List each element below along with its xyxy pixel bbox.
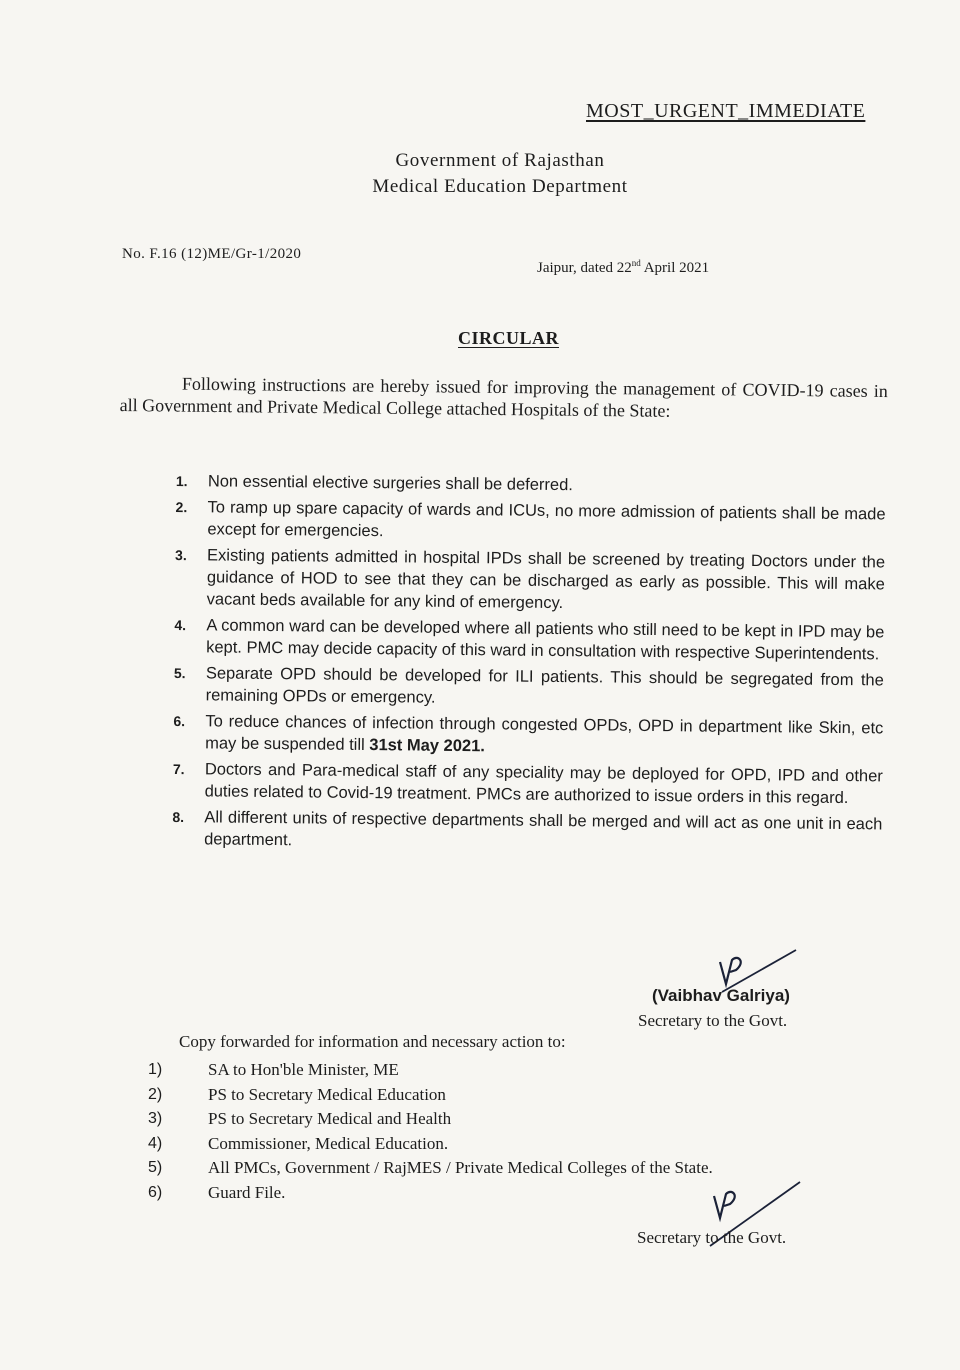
instruction-item (172, 806, 882, 857)
instruction-item (174, 662, 884, 713)
item-text-wrap (205, 710, 883, 761)
recipient-item (148, 1083, 713, 1108)
item-number: 7. (172, 760, 185, 778)
instruction-list (172, 470, 886, 861)
item-text: Non essential elective surgeries shall be deferred. (207, 472, 573, 495)
item-number: 2. (175, 498, 188, 516)
recipient-list (148, 1058, 713, 1205)
recipient-text: SA to Hon'ble Minister, ME (208, 1060, 399, 1079)
recipient-text: Guard File. (208, 1182, 286, 1202)
item-number: 6. (173, 712, 186, 730)
instruction-item (175, 544, 886, 617)
item-text: To ramp up spare capacity of wards and ICUs, no more admission of patients shall be made except for emergencies. (207, 498, 886, 541)
item-number: 4. (174, 616, 187, 634)
date-line (537, 258, 709, 277)
recipient-item (148, 1058, 713, 1083)
recipient-number: 5) (148, 1159, 163, 1176)
recipient-item (148, 1132, 713, 1157)
copy-forwarded-intro: Copy forwarded for information and necessary action to: (179, 1032, 566, 1051)
item-text: To reduce chances of infection through congested OPDs, OPD in department like Skin, etc may be suspended till (205, 712, 884, 755)
recipient-text: Commissioner, Medical Education. (208, 1133, 449, 1153)
department-name: Medical Education Department (372, 176, 628, 197)
item-number: 1. (175, 472, 188, 490)
item-number: 3. (175, 546, 187, 564)
instruction-item (176, 470, 886, 499)
signatory-title: Secretary to the Govt. (638, 1011, 788, 1030)
signatory-name: (Vaibhav Galriya) (652, 986, 790, 1005)
circular-intro: Following instructions are hereby issued for improving the management of COVID-19 cases in all Government and Private Medical College attached Hospitals of the State: (119, 373, 888, 421)
date-sup: nd (631, 258, 641, 268)
circular-title: CIRCULAR (458, 328, 560, 348)
item-text: Existing patients admitted in hospital IPDs shall be screened by treating Doctors under the guidance of HOD to see that they can be discharged as early as possible. This will make vacant beds available for any kind of emergency. (206, 546, 886, 613)
item-text: A common ward can be developed where all patients who still need to be kept in IPD may be kept. PMC may decide capacity of this ward in consultation with respective Superintendents. (206, 616, 885, 664)
urgency-heading: MOST_URGENT_IMMEDIATE (586, 100, 866, 122)
government-name: Government of Rajasthan (395, 150, 605, 171)
recipient-text: PS to Secretary Medical and Health (208, 1109, 452, 1128)
instruction-item (173, 710, 883, 761)
item-number: 8. (172, 808, 185, 826)
item-text: All different units of respective departments shall be merged and will act as one unit in each department. (204, 808, 883, 850)
item-text: Doctors and Para-medical staff of any speciality may be deployed for OPD, IPD and other duties related to Covid-19 treatment. PMCs are authorized to issue orders in this regard. (204, 760, 883, 808)
recipient-item (148, 1181, 713, 1206)
recipient-number: 3) (148, 1110, 163, 1127)
closing-signatory-title: Secretary to the Govt. (637, 1228, 787, 1247)
instruction-item (174, 614, 884, 665)
recipient-number: 6) (148, 1183, 163, 1201)
date-suffix: April 2021 (640, 260, 710, 276)
recipient-item (148, 1156, 713, 1181)
item-text: Separate OPD should be developed for ILI patients. This should be segregated from the remaining OPDs or emergency. (205, 664, 884, 707)
recipient-number: 1) (148, 1061, 163, 1078)
reference-number: No. F.16 (12)ME/Gr-1/2020 (122, 246, 302, 262)
recipient-number: 2) (148, 1085, 163, 1103)
recipient-item (148, 1107, 713, 1132)
item-number: 5. (173, 664, 186, 682)
date-prefix: Jaipur, dated 22 (537, 260, 632, 276)
deadline-date: 31st May 2021. (369, 736, 485, 756)
instruction-item (173, 758, 883, 809)
instruction-item (175, 496, 885, 547)
recipient-text: PS to Secretary Medical Education (208, 1084, 446, 1104)
recipient-number: 4) (148, 1134, 163, 1152)
recipient-text: All PMCs, Government / RajMES / Private Medical Colleges of the State. (208, 1158, 713, 1177)
